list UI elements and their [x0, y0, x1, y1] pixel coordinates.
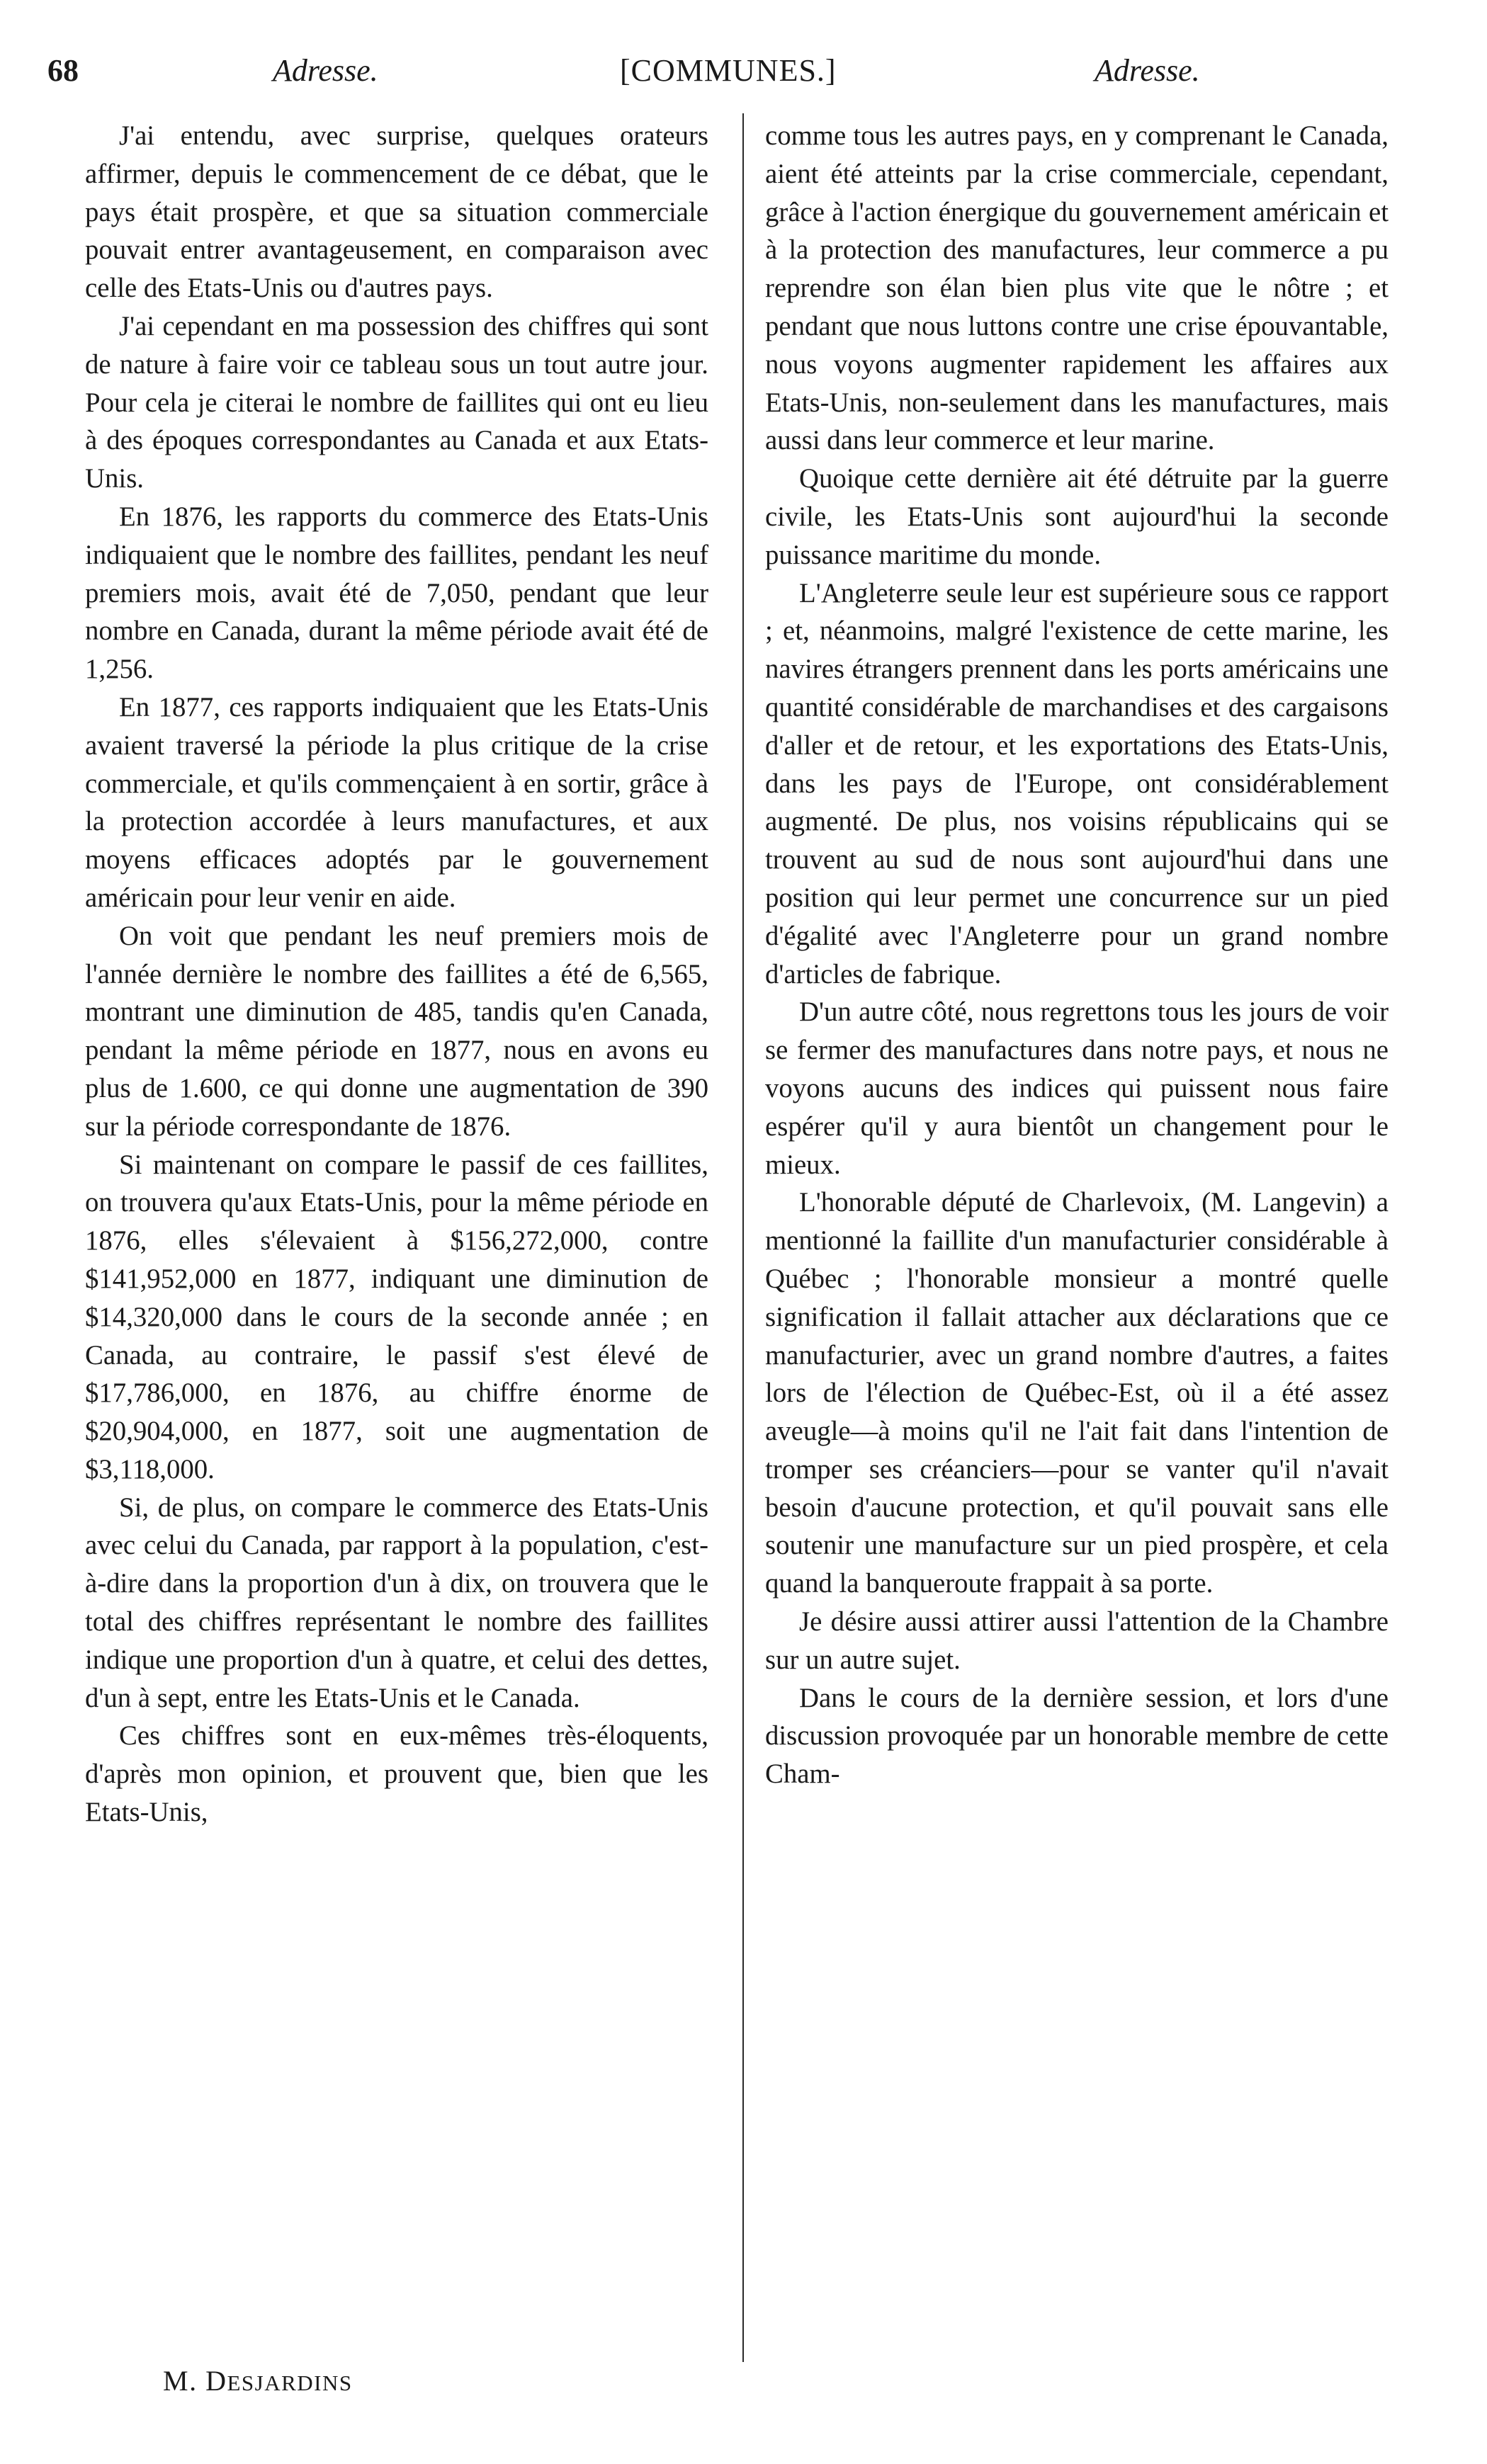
paragraph: Quoique cette dernière ait été détruite par la guerre civile, les Etats-Unis sont aujourd'hui la seconde puissance maritime du monde.	[765, 463, 1389, 570]
paragraph: L'Angleterre seule leur est supérieure sous ce rapport ; et, néanmoins, malgré l'existence de cette marine, les navires étrangers prennent dans les ports américains une quantité considérable de marchandises et des cargaisons d'aller et de retour, et les exportations des Etats-Unis, dans les pays de l'Europe, ont considérablement augmenté. De plus, nos voisins républicains qui se trouvent au sud de nous sont aujourd'hui dans une position qui leur permet une concurrence sur un pied d'égalité avec l'Angleterre pour un grand nombre d'articles de fabrique.	[765, 577, 1389, 989]
running-head-left: Adresse.	[273, 53, 378, 88]
paragraph: Je désire aussi attirer aussi l'attention de la Chambre sur un autre sujet.	[765, 1606, 1389, 1675]
paragraph: En 1876, les rapports du commerce des Etats-Unis indiquaient que le nombre des faillites, pendant les neuf premiers mois, avait été de 7,050, pendant que leur nombre en Canada, durant la même période avait été de 1,256.	[85, 501, 708, 685]
paragraph: comme tous les autres pays, en y comprenant le Canada, aient été atteints par la crise commerciale, cependant, grâce à l'action énergique du gouvernement américain et à la protection des manufactures, leur commerce a pu reprendre son élan bien plus vite que le nôtre ; et pendant que nous luttons contre une crise épouvantable, nous voyons augmenter rapidement les affaires aux Etats-Unis, non-seulement dans les manufactures, mais aussi dans leur commerce et leur marine.	[765, 120, 1389, 456]
speaker-name-rest: ESJARDINS	[227, 2371, 353, 2395]
right-column	[765, 117, 1389, 1793]
paragraph: Si maintenant on compare le passif de ces faillites, on trouvera qu'aux Etats-Unis, pour la même période en 1876, elles s'élevaient à $156,272,000, contre $141,952,000 en 1877, indiquant une diminution de $14,320,000 dans le cours de la seconde année ; en Canada, au contraire, le passif s'est élevé de $17,786,000, en 1876, au chiffre énorme de $20,904,000, en 1877, soit une augmentation de $3,118,000.	[85, 1149, 708, 1484]
paragraph: D'un autre côté, nous regrettons tous les jours de voir se fermer des manufactures dans notre pays, et nous ne voyons aucuns des indices qui puissent nous faire espérer qu'il y aura bientôt un changement pour le mieux.	[765, 997, 1389, 1180]
paragraph: J'ai entendu, avec surprise, quelques orateurs affirmer, depuis le commencement de ce débat, que le pays était prospère, et que sa situation commerciale pouvait entrer avantageusement, en comparaison avec celle des Etats-Unis ou d'autres pays.	[85, 120, 708, 304]
speaker-name-first-letter: D	[205, 2365, 227, 2397]
running-head-right: Adresse.	[1095, 53, 1200, 88]
paragraph: Si, de plus, on compare le commerce des Etats-Unis avec celui du Canada, par rapport à la population, c'est-à-dire dans la proportion d'un à dix, on trouvera que le total des chiffres représentant le nombre des faillites indique une proportion d'un à quatre, et celui des dettes, d'un à sept, entre les Etats-Unis et le Canada.	[85, 1492, 708, 1713]
page-number: 68	[47, 53, 79, 88]
column-divider	[742, 113, 744, 2362]
speaker-initial: M.	[163, 2365, 198, 2397]
paragraph: Ces chiffres sont en eux-mêmes très-éloquents, d'après mon opinion, et prouvent que, bien que les Etats-Unis,	[85, 1720, 708, 1828]
page-header	[39, 50, 1449, 99]
paragraph: Dans le cours de la dernière session, et lors d'une discussion provoquée par un honorable membre de cette Cham-	[765, 1682, 1389, 1790]
paragraph: L'honorable député de Charlevoix, (M. Langevin) a mentionné la faillite d'un manufacturier considérable à Québec ; l'honorable monsieur a montré quelle signification il fallait attacher aux déclarations que ce manufacturier, avec un grand nombre d'autres, a faites lors de l'élection de Québec-Est, où il a été assez aveugle—à moins qu'il ne l'ait fait dans l'intention de tromper ses créanciers—pour se vanter qu'il n'avait besoin d'aucune protection, et qu'il pouvait sans elle soutenir une manufacture sur un pied prospère, et cela quand la banqueroute frappait à sa porte.	[765, 1187, 1389, 1599]
speaker-footer	[163, 2364, 353, 2397]
paragraph: En 1877, ces rapports indiquaient que les Etats-Unis avaient traversé la période la plus critique de la crise commerciale, et qu'ils commençaient à en sortir, grâce à la protection accordée à leurs manufactures, et aux moyens efficaces adoptés par le gouvernement américain pour leur venir en aide.	[85, 691, 708, 913]
left-column	[85, 117, 708, 1832]
section-title: [COMMUNES.]	[620, 53, 837, 88]
paragraph: On voit que pendant les neuf premiers mois de l'année dernière le nombre des faillites a été de 6,565, montrant une diminution de 485, tandis qu'en Canada, pendant la même période en 1877, nous en avons eu plus de 1.600, ce qui donne une augmentation de 390 sur la période correspondante de 1876.	[85, 920, 708, 1142]
paragraph: J'ai cependant en ma possession des chiffres qui sont de nature à faire voir ce tableau sous un tout autre jour. Pour cela je citerai le nombre de faillites qui ont eu lieu à des époques correspondantes au Canada et aux Etats-Unis.	[85, 310, 708, 494]
